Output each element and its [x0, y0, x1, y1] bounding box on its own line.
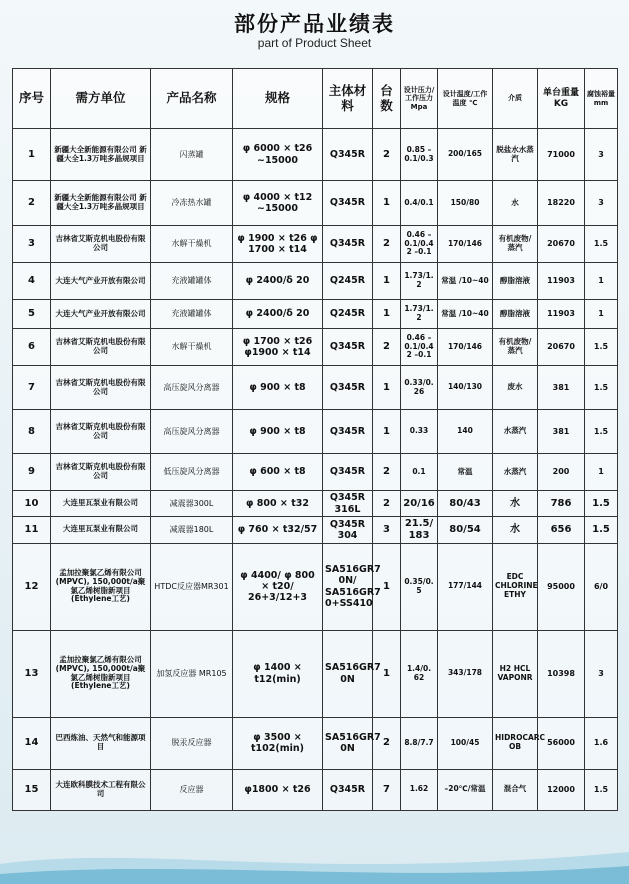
medium-cell: 水蒸汽 — [493, 410, 538, 454]
page-header — [0, 0, 629, 62]
material-cell: Q345R — [323, 129, 373, 181]
temperature-cell: 140/130 — [438, 366, 493, 410]
material-cell: Q345R — [323, 181, 373, 226]
weight-cell: 200 — [538, 454, 585, 491]
pressure-cell: 1.62 — [401, 769, 438, 810]
product-sheet-table — [12, 68, 618, 811]
spec-cell: φ 800 × t32 — [233, 491, 323, 517]
medium-cell: 醇脂溶液 — [493, 263, 538, 300]
temperature-cell: 200/165 — [438, 129, 493, 181]
pressure-cell: 20/16 — [401, 491, 438, 517]
row-number: 3 — [13, 226, 51, 263]
corrosion-cell: 1 — [585, 300, 618, 329]
pressure-cell: 8.8/7.7 — [401, 717, 438, 769]
temperature-cell: 常温 /10~40 — [438, 263, 493, 300]
medium-cell: H2 HCL VAPONR — [493, 630, 538, 717]
medium-cell: 水 — [493, 517, 538, 544]
row-number: 15 — [13, 769, 51, 810]
product-cell: 减震器180L — [151, 517, 233, 544]
header-spec: 规格 — [233, 69, 323, 129]
page-title: 部份产品业绩表 — [234, 12, 395, 36]
pressure-cell: 0.33 — [401, 410, 438, 454]
temperature-cell: 343/178 — [438, 630, 493, 717]
table-row — [13, 300, 618, 329]
material-cell: Q345R — [323, 366, 373, 410]
qty-cell: 1 — [373, 543, 401, 630]
medium-cell: 醇脂溶液 — [493, 300, 538, 329]
pressure-cell: 0.4/0.1 — [401, 181, 438, 226]
material-cell: SA516GR7 0N — [323, 717, 373, 769]
material-cell: Q345R — [323, 226, 373, 263]
product-cell: 低压旋风分离器 — [151, 454, 233, 491]
material-cell: Q245R — [323, 300, 373, 329]
table-body — [13, 129, 618, 811]
spec-cell: φ 600 × t8 — [233, 454, 323, 491]
header-product: 产品名称 — [151, 69, 233, 129]
product-cell: 高压旋风分离器 — [151, 410, 233, 454]
table-row — [13, 329, 618, 366]
buyer-cell: 大连里瓦泵业有限公司 — [51, 491, 151, 517]
table-row — [13, 226, 618, 263]
row-number: 7 — [13, 366, 51, 410]
medium-cell: 水蒸汽 — [493, 454, 538, 491]
pressure-cell: 0.85 – 0.1/0.3 — [401, 129, 438, 181]
header-corrosion: 腐蚀裕量 mm — [585, 69, 618, 129]
corrosion-cell: 3 — [585, 181, 618, 226]
material-cell: SA516GR7 0N/ SA516GR7 0+SS410 — [323, 543, 373, 630]
product-cell: 水解干燥机 — [151, 329, 233, 366]
temperature-cell: 100/45 — [438, 717, 493, 769]
spec-cell: φ 1900 × t26 φ 1700 × t14 — [233, 226, 323, 263]
buyer-cell: 新疆大全新能源有限公司 新疆大全1.3万吨多晶规项目 — [51, 129, 151, 181]
spec-cell: φ 1700 × t26 φ1900 × t14 — [233, 329, 323, 366]
medium-cell: HIDROCARC OB — [493, 717, 538, 769]
pressure-cell: 0.1 — [401, 454, 438, 491]
table-row — [13, 410, 618, 454]
product-cell: 水解干燥机 — [151, 226, 233, 263]
row-number: 9 — [13, 454, 51, 491]
row-number: 14 — [13, 717, 51, 769]
product-cell: HTDC反应器MR301 — [151, 543, 233, 630]
weight-cell: 786 — [538, 491, 585, 517]
qty-cell: 1 — [373, 181, 401, 226]
material-cell: Q345R — [323, 410, 373, 454]
product-cell: 脱汞反应器 — [151, 717, 233, 769]
buyer-cell: 大连里瓦泵业有限公司 — [51, 517, 151, 544]
table-row — [13, 769, 618, 810]
corrosion-cell: 1.5 — [585, 517, 618, 544]
table-row — [13, 263, 618, 300]
spec-cell: φ 4000 × t12 ~15000 — [233, 181, 323, 226]
corrosion-cell: 1.5 — [585, 769, 618, 810]
medium-cell: 有机废物/蒸汽 — [493, 226, 538, 263]
weight-cell: 56000 — [538, 717, 585, 769]
table-row — [13, 491, 618, 517]
spec-cell: φ 1400 × t12(min) — [233, 630, 323, 717]
table-row — [13, 366, 618, 410]
header-medium: 介质 — [493, 69, 538, 129]
weight-cell: 10398 — [538, 630, 585, 717]
weight-cell: 18220 — [538, 181, 585, 226]
buyer-cell: 巴西炼油、天然气和能源项目 — [51, 717, 151, 769]
material-cell: SA516GR7 0N — [323, 630, 373, 717]
table-row — [13, 630, 618, 717]
buyer-cell: 新疆大全新能源有限公司 新疆大全1.3万吨多晶规项目 — [51, 181, 151, 226]
page-subtitle: part of Product Sheet — [257, 36, 372, 50]
spec-cell: φ 760 × t32/57 — [233, 517, 323, 544]
spec-cell: φ 900 × t8 — [233, 410, 323, 454]
material-cell: Q345R 316L — [323, 491, 373, 517]
corrosion-cell: 1.5 — [585, 329, 618, 366]
weight-cell: 71000 — [538, 129, 585, 181]
row-number: 6 — [13, 329, 51, 366]
pressure-cell: 1.4/0. 62 — [401, 630, 438, 717]
material-cell: Q345R — [323, 329, 373, 366]
spec-cell: φ 2400/δ 20 — [233, 263, 323, 300]
header-temperature: 设计温度/工作温度 ℃ — [438, 69, 493, 129]
material-cell: Q345R 304 — [323, 517, 373, 544]
corrosion-cell: 3 — [585, 129, 618, 181]
product-cell: 反应器 — [151, 769, 233, 810]
qty-cell: 7 — [373, 769, 401, 810]
temperature-cell: 150/80 — [438, 181, 493, 226]
medium-cell: 混合气 — [493, 769, 538, 810]
header-material: 主体材料 — [323, 69, 373, 129]
buyer-cell: 吉林省艾斯克机电股份有限公司 — [51, 410, 151, 454]
qty-cell: 1 — [373, 366, 401, 410]
material-cell: Q345R — [323, 769, 373, 810]
medium-cell: 水 — [493, 491, 538, 517]
temperature-cell: –20℃/常温 — [438, 769, 493, 810]
product-cell: 高压旋风分离器 — [151, 366, 233, 410]
corrosion-cell: 6/0 — [585, 543, 618, 630]
weight-cell: 11903 — [538, 263, 585, 300]
temperature-cell: 140 — [438, 410, 493, 454]
spec-cell: φ 900 × t8 — [233, 366, 323, 410]
weight-cell: 656 — [538, 517, 585, 544]
weight-cell: 381 — [538, 410, 585, 454]
weight-cell: 12000 — [538, 769, 585, 810]
row-number: 1 — [13, 129, 51, 181]
temperature-cell: 常温 /10~40 — [438, 300, 493, 329]
row-number: 8 — [13, 410, 51, 454]
product-cell: 闪蒸罐 — [151, 129, 233, 181]
qty-cell: 3 — [373, 517, 401, 544]
buyer-cell: 孟加拉聚氯乙烯有限公司(MPVC), 150,000t/a聚氯乙烯树脂新项目(Ethylene工艺) — [51, 543, 151, 630]
buyer-cell: 大连大气产业开放有限公司 — [51, 263, 151, 300]
header-weight: 单台重量KG — [538, 69, 585, 129]
pressure-cell: 1.73/1. 2 — [401, 300, 438, 329]
qty-cell: 2 — [373, 717, 401, 769]
row-number: 5 — [13, 300, 51, 329]
buyer-cell: 大连大气产业开放有限公司 — [51, 300, 151, 329]
row-number: 11 — [13, 517, 51, 544]
temperature-cell: 177/144 — [438, 543, 493, 630]
table-row — [13, 543, 618, 630]
pressure-cell: 0.35/0. 5 — [401, 543, 438, 630]
material-cell: Q345R — [323, 454, 373, 491]
header-qty: 台数 — [373, 69, 401, 129]
spec-cell: φ 4400/ φ 800 × t20/ 26+3/12+3 — [233, 543, 323, 630]
row-number: 13 — [13, 630, 51, 717]
qty-cell: 1 — [373, 300, 401, 329]
pressure-cell: 0.33/0. 26 — [401, 366, 438, 410]
pressure-cell: 0.46 – 0.1/0.4 2 –0.1 — [401, 329, 438, 366]
corrosion-cell: 1.5 — [585, 366, 618, 410]
weight-cell: 11903 — [538, 300, 585, 329]
corrosion-cell: 1.5 — [585, 410, 618, 454]
medium-cell: EDC CHLORINE ETHY — [493, 543, 538, 630]
weight-cell: 95000 — [538, 543, 585, 630]
table-row — [13, 517, 618, 544]
spec-cell: φ 6000 × t26 ~15000 — [233, 129, 323, 181]
buyer-cell: 吉林省艾斯克机电股份有限公司 — [51, 329, 151, 366]
corrosion-cell: 1.5 — [585, 491, 618, 517]
product-cell: 加氢反应器 MR105 — [151, 630, 233, 717]
header-pressure: 设计压力/工作压力 Mpa — [401, 69, 438, 129]
product-cell: 冷冻热水罐 — [151, 181, 233, 226]
product-cell: 充液罐罐体 — [151, 300, 233, 329]
medium-cell: 脱盐水水蒸汽 — [493, 129, 538, 181]
row-number: 10 — [13, 491, 51, 517]
qty-cell: 1 — [373, 410, 401, 454]
qty-cell: 1 — [373, 263, 401, 300]
decorative-wave — [0, 834, 629, 884]
product-cell: 充液罐罐体 — [151, 263, 233, 300]
table-row — [13, 181, 618, 226]
medium-cell: 水 — [493, 181, 538, 226]
weight-cell: 381 — [538, 366, 585, 410]
header-buyer: 需方单位 — [51, 69, 151, 129]
temperature-cell: 常温 — [438, 454, 493, 491]
buyer-cell: 大连欧科膜技术工程有限公司 — [51, 769, 151, 810]
table-row — [13, 717, 618, 769]
row-number: 2 — [13, 181, 51, 226]
temperature-cell: 80/54 — [438, 517, 493, 544]
pressure-cell: 1.73/1. 2 — [401, 263, 438, 300]
spec-cell: φ 2400/δ 20 — [233, 300, 323, 329]
spec-cell: φ 3500 × t102(min) — [233, 717, 323, 769]
pressure-cell: 21.5/ 183 — [401, 517, 438, 544]
pressure-cell: 0.46 – 0.1/0.4 2 –0.1 — [401, 226, 438, 263]
qty-cell: 2 — [373, 491, 401, 517]
qty-cell: 2 — [373, 329, 401, 366]
corrosion-cell: 1 — [585, 454, 618, 491]
buyer-cell: 孟加拉聚氯乙烯有限公司(MPVC), 150,000t/a聚氯乙烯树脂新项目(Ethylene工艺) — [51, 630, 151, 717]
corrosion-cell: 1 — [585, 263, 618, 300]
qty-cell: 2 — [373, 226, 401, 263]
weight-cell: 20670 — [538, 226, 585, 263]
spec-cell: φ1800 × t26 — [233, 769, 323, 810]
medium-cell: 废水 — [493, 366, 538, 410]
temperature-cell: 80/43 — [438, 491, 493, 517]
buyer-cell: 吉林省艾斯克机电股份有限公司 — [51, 226, 151, 263]
material-cell: Q245R — [323, 263, 373, 300]
buyer-cell: 吉林省艾斯克机电股份有限公司 — [51, 366, 151, 410]
medium-cell: 有机废物/蒸汽 — [493, 329, 538, 366]
buyer-cell: 吉林省艾斯克机电股份有限公司 — [51, 454, 151, 491]
row-number: 12 — [13, 543, 51, 630]
row-number: 4 — [13, 263, 51, 300]
table-header-row — [13, 69, 618, 129]
table-row — [13, 129, 618, 181]
temperature-cell: 170/146 — [438, 329, 493, 366]
corrosion-cell: 3 — [585, 630, 618, 717]
corrosion-cell: 1.5 — [585, 226, 618, 263]
product-cell: 减震器300L — [151, 491, 233, 517]
qty-cell: 1 — [373, 630, 401, 717]
corrosion-cell: 1.6 — [585, 717, 618, 769]
weight-cell: 20670 — [538, 329, 585, 366]
qty-cell: 2 — [373, 454, 401, 491]
header-seq: 序号 — [13, 69, 51, 129]
temperature-cell: 170/146 — [438, 226, 493, 263]
table-row — [13, 454, 618, 491]
qty-cell: 2 — [373, 129, 401, 181]
